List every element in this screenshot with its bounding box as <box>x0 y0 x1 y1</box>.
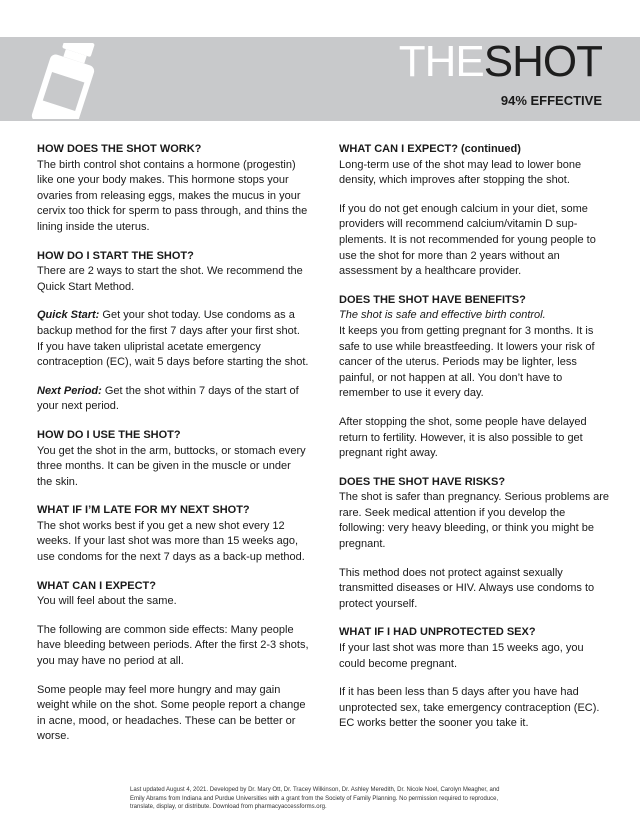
heading-use: HOW DO I USE THE SHOT? <box>37 428 181 441</box>
text-next-period <box>37 384 309 415</box>
section-use <box>37 428 309 490</box>
label-next-period: Next Period: <box>37 384 102 397</box>
text-start: There are 2 ways to start the shot. We recommend the Quick Start Method. <box>37 265 303 293</box>
subtitle-benefits: The shot is safe and effective birth control. <box>339 309 546 322</box>
text-late: The shot works best if you get a new shot every 12 weeks. If your last shot was more than 15 weeks ago, use condoms for the next 7 days as a back-up method. <box>37 519 305 564</box>
left-column <box>37 142 309 758</box>
text-how-work: The birth control shot contains a hormone (progestin) like one your body makes. This hormone stops your ovaries from releasing eggs, makes the mucus in your cervix too thick for sperm to pass through, and thins the lining inside the uterus. <box>37 158 308 233</box>
title-shot: SHOT <box>483 37 602 86</box>
heading-unprotected: WHAT IF I HAD UNPROTECTED SEX? <box>339 626 536 639</box>
heading-benefits: DOES THE SHOT HAVE BENEFITS? <box>339 293 526 306</box>
section-expect <box>37 579 309 745</box>
text-expect-3: Some people may feel more hungry and may gain weight while on the shot. Some people report a change in acne, mood, or headaches. These can be better or worse. <box>37 683 306 743</box>
section-start <box>37 249 309 415</box>
text-expect-1: You will feel about the same. <box>37 595 177 608</box>
heading-how-work: HOW DOES THE SHOT WORK? <box>37 143 202 155</box>
text-expect-2: The following are common side effects: Many people have bleeding between periods. After the first 2-3 shots, you may have no period at all. <box>37 623 309 668</box>
label-quick-start: Quick Start: <box>37 309 100 322</box>
text-benefits-2: After stopping the shot, some people have delayed return to fertility. However, it is also possible to get pregnant right away. <box>339 415 587 460</box>
heading-late: WHAT IF I’M LATE FOR MY NEXT SHOT? <box>37 504 250 517</box>
section-benefits <box>339 293 611 462</box>
section-expect-continued <box>339 142 611 280</box>
page-title <box>399 37 602 87</box>
heading-risks: DOES THE SHOT HAVE RISKS? <box>339 475 506 488</box>
body-quick-start: Get your shot today. Use condoms as a backup method for the first 7 days after your first shot. If you have taken ulipristal acetate emergency contraception (EC), wait 5 days before starting the shot. <box>37 309 309 369</box>
vial-icon <box>22 43 112 119</box>
text-unprotected-1: If your last shot was more than 15 weeks ago, you could become pregnant. <box>339 642 584 670</box>
heading-expect: WHAT CAN I EXPECT? <box>37 579 156 592</box>
text-benefits-1: It keeps you from getting pregnant for 3 months. It is safe to use while breastfeeding. It lowers your risk of cancer of the uterus. Periods may be lighter, less painful, or not happen at all. You don’t have to remember to use it every day. <box>339 324 595 400</box>
text-use: You get the shot in the arm, buttocks, or stomach every three months. It can be given in the muscle or under the skin. <box>37 444 306 488</box>
text-expect-continued-2: If you do not get enough calcium in your diet, some providers will recommend calcium/vitamin D sup-plements. It is not recommended for young people to use the shot for more than 2 years without an assessment by a healthcare provider. <box>339 202 596 278</box>
text-quick-start <box>37 308 309 370</box>
text-unprotected-2: If it has been less than 5 days after you have had unprotected sex, take emergency contraception (EC). EC works better the sooner you take it. <box>339 686 600 730</box>
section-risks <box>339 475 611 613</box>
header-banner <box>0 37 640 121</box>
effectiveness-label: 94% EFFECTIVE <box>500 93 602 108</box>
heading-start: HOW DO I START THE SHOT? <box>37 249 194 262</box>
section-unprotected <box>339 625 611 732</box>
section-how-work <box>37 142 309 236</box>
right-column <box>339 142 611 745</box>
footer-credits: Last updated August 4, 2021. Developed by Dr. Mary Ott, Dr. Tracey Wilkinson, Dr. Ashley Meredith, Dr. Nicole Noel, Carolyn Meagher, and Emily Abrams from Indiana and Purdue Universities with a grant from the Society of Family Planning. No permission required to reproduce, translate, display, or distribute. Download from pharmacyaccessforms.org. <box>130 787 500 811</box>
section-late <box>37 503 309 565</box>
heading-expect-continued: WHAT CAN I EXPECT? (continued) <box>339 143 521 155</box>
text-risks-1: The shot is safer than pregnancy. Serious problems are rare. Seek medical attention if you develop the following: very heavy bleeding, or think you might be pregnant. <box>339 491 610 551</box>
body-next-period: Get the shot within 7 days of the start of your next period. <box>37 384 299 413</box>
text-expect-continued-1: Long-term use of the shot may lead to lower bone density, which improves after stopping the shot. <box>339 158 582 187</box>
text-risks-2: This method does not protect against sexually transmitted diseases or HIV. Always use condoms to protect yourself. <box>339 566 595 610</box>
title-the: THE <box>398 37 484 86</box>
